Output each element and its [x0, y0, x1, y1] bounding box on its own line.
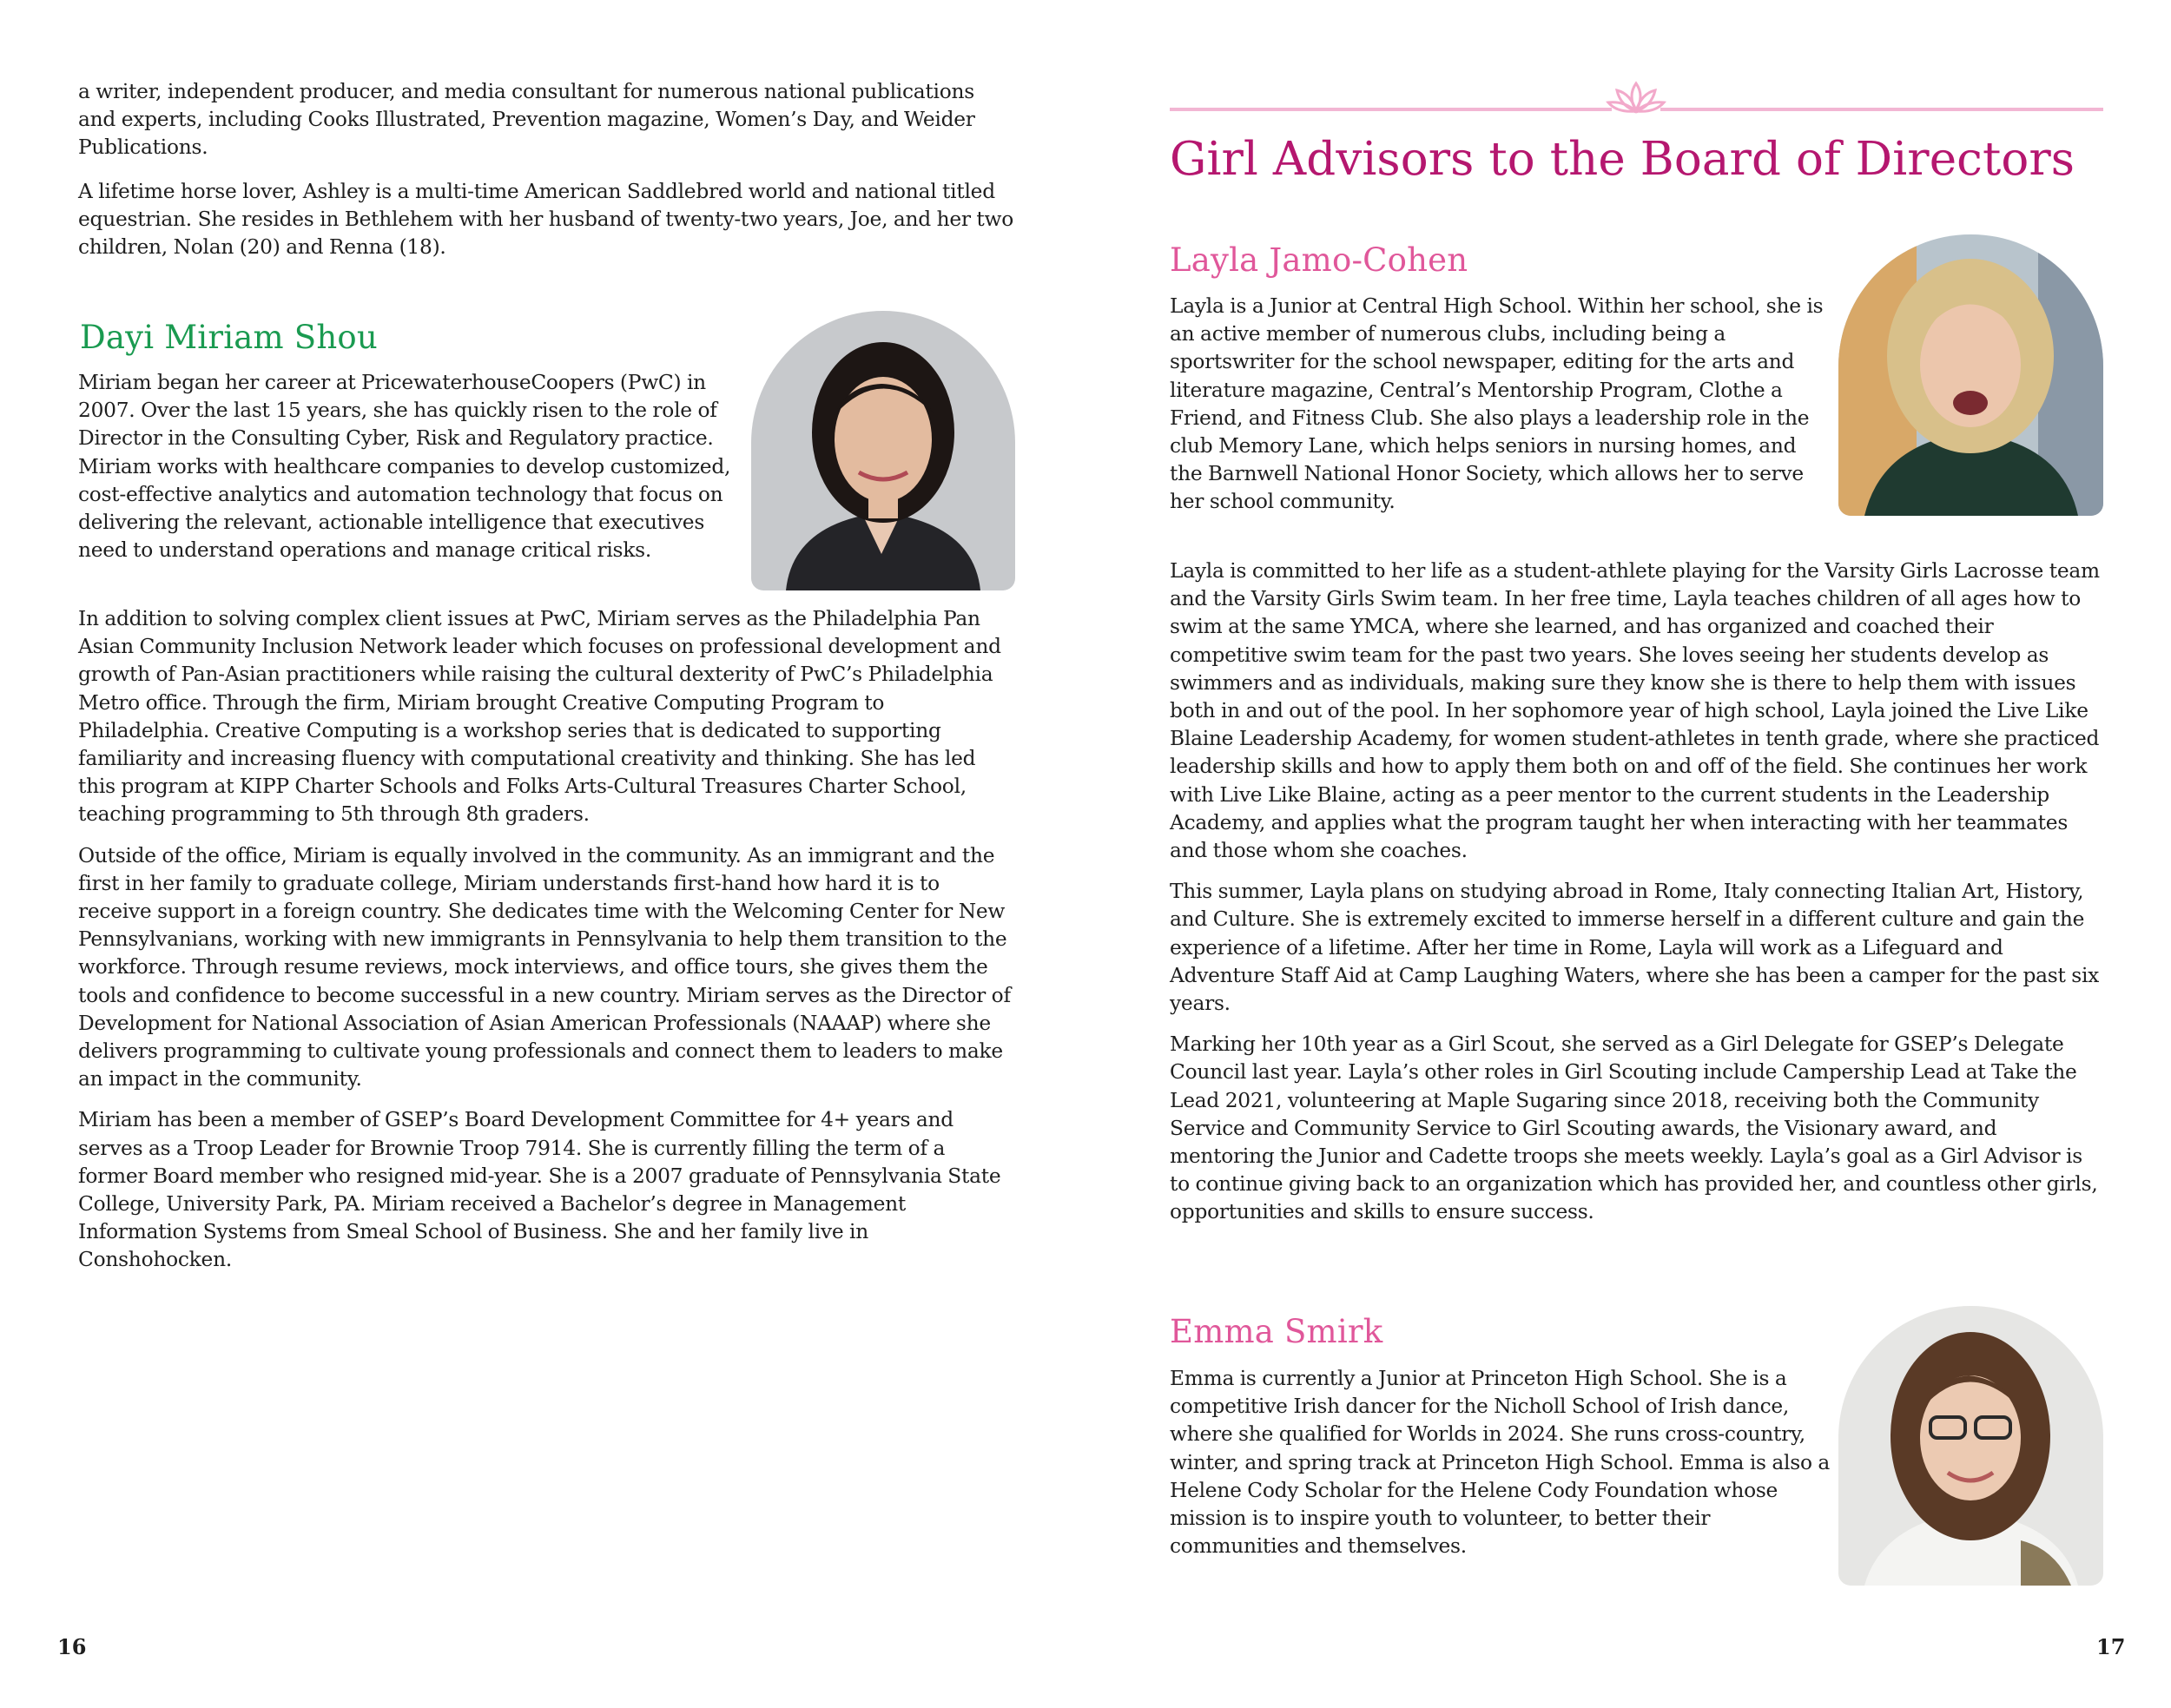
profile-name-emma: Emma Smirk [1170, 1313, 1383, 1350]
section-title: Girl Advisors to the Board of Directors [1170, 133, 2075, 186]
intro-paragraph: a writer, independent producer, and media consultant for numerous national publications and experts, including Cooks Illustrated, Prevention magazine, Women’s Day, and Weider Publications. [78, 80, 975, 160]
profile-paragraph: This summer, Layla plans on studying abroad in Rome, Italy connecting Italian Art, History, and Culture. She is extremely excited to immerse herself in a different culture and gain the experience of a lifetime. After her time in Rome, Layla will work as a Lifeguard and Adventure Staff Aid at Camp Laughing Waters, where she has been a camper for the past six years. [1170, 880, 2100, 1016]
right-page [1170, 0, 2103, 1708]
page-number-right: 17 [2096, 1634, 2126, 1659]
portrait-image [1838, 234, 2103, 516]
profile-text-emma [1170, 1365, 1830, 1573]
portrait-dayi-miriam-shou [751, 311, 1015, 590]
intro-text [78, 78, 1016, 274]
profile-paragraph: In addition to solving complex client issues at PwC, Miriam serves as the Philadelphia Pan Asian Community Inclusion Network leader which focuses on professional development and growth of Pan-Asian practitioners while raising the cultural dexterity of PwC’s Philadelphia Metro office. Through the firm, Miriam brought Creative Computing Program to Philadelphia. Creative Computing is a workshop series that is dedicated to supporting familiarity and increasing fluency with computational creativity and thinking. She has led this program at KIPP Charter Schools and Folks Arts-Cultural Treasures Charter School, teaching programming to 5th through 8th graders. [78, 607, 1001, 827]
profile-paragraph: Marking her 10th year as a Girl Scout, she served as a Girl Delegate for GSEP’s Delegate Council last year. Layla’s other roles in Girl Scouting include Campership Lead at Take the Lead 2021, volunteering at Maple Sugaring since 2018, receiving both the Community Service and Community Service to Girl Scouting awards, the Visionary award, and mentoring the Junior and Cadette troops she meets weekly. Layla’s goal as a Girl Advisor is to continue giving back to an organization which has provided her, and countless other girls, opportunities and skills to ensure success. [1170, 1032, 2098, 1224]
profile-text-dayi-1 [78, 369, 738, 577]
profile-paragraph: Miriam has been a member of GSEP’s Board Development Committee for 4+ years and serves as a Troop Leader for Brownie Troop 7914. She is currently filling the term of a former Board member who resigned mid-year. She is a 2007 graduate of Pennsylvania State College, University Park, PA. Miriam received a Bachelor’s degree in Management Information Systems from Smeal School of Business. She and her family live in Conshohocken. [78, 1108, 1001, 1272]
intro-paragraph: A lifetime horse lover, Ashley is a multi-time American Saddlebred world and national titled equestrian. She resides in Bethlehem with her husband of twenty-two years, Joe, and her two children, Nolan (20) and Renna (18). [78, 179, 1013, 260]
portrait-image [1838, 1306, 2103, 1586]
page-number-left: 16 [57, 1634, 87, 1659]
profile-name-layla: Layla Jamo-Cohen [1170, 241, 1468, 279]
profile-name-dayi: Dayi Miriam Shou [80, 319, 378, 356]
portrait-emma-smirk [1838, 1306, 2103, 1586]
profile-paragraph: Emma is currently a Junior at Princeton High School. She is a competitive Irish dancer for the Nicholl School of Irish dance, where she qualified for Worlds in 2024. She runs cross-country, winter, and spring track at Princeton High School. Emma is also a Helene Cody Scholar for the Helene Cody Foundation whose mission is to inspire youth to volunteer, to better their communities and themselves. [1170, 1367, 1831, 1559]
left-page [78, 0, 1016, 1708]
lotus-icon [1605, 80, 1667, 116]
portrait-layla-jamo-cohen [1838, 234, 2103, 516]
portrait-image [751, 311, 1015, 590]
profile-text-layla-1 [1170, 293, 1830, 530]
profile-text-dayi-2 [78, 605, 1016, 1288]
profile-paragraph: Layla is committed to her life as a student-athlete playing for the Varsity Girls Lacrosse team and the Varsity Girls Swim team. In her free time, Layla teaches children of all ages how to swim at the same YMCA, where she learned, and has organized and coached their competitive swim team for the past two years. She loves seeing her students develop as swimmers and as individuals, making sure they know she is there to help them with issues both in and out of the pool. In her sophomore year of high school, Layla joined the Live Like Blaine Leadership Academy, for women student-athletes in tenth grade, where she practiced leadership skills and how to apply them both on and off of the field. She continues her work with Live Like Blaine, acting as a peer mentor to the current students in the Leadership Academy, and applies what the program taught her when interacting with her teammates and those whom she coaches. [1170, 559, 2100, 863]
profile-paragraph: Layla is a Junior at Central High School. Within her school, she is an active member of numerous clubs, including being a sportswriter for the school newspaper, editing for the arts and literature magazine, Central’s Mentorship Program, Clothe a Friend, and Fitness Club. She also plays a leadership role in the club Memory Lane, which helps seniors in nursing homes, and the Barnwell National Honor Society, which allows her to serve her school community. [1170, 294, 1824, 514]
profile-paragraph: Outside of the office, Miriam is equally involved in the community. As an immigrant and the first in her family to graduate college, Miriam understands first-hand how hard it is to receive support in a foreign country. She dedicates time with the Welcoming Center for New Pennsylvanians, working with new immigrants in Pennsylvania to help them transition to the workforce. Through resume reviews, mock interviews, and office tours, she gives them the tools and confidence to become successful in a new country. Miriam serves as the Director of Development for National Association of Asian American Professionals (NAAAP) where she delivers programming to cultivate young professionals and connect them to leaders to make an impact in the community. [78, 843, 1011, 1091]
profile-text-layla-2 [1170, 557, 2103, 1240]
profile-paragraph: Miriam began her career at PricewaterhouseCoopers (PwC) in 2007. Over the last 15 years, she has quickly risen to the role of Director in the Consulting Cyber, Risk and Regulatory practice. Miriam works with healthcare companies to develop customized, cost-effective analytics and automation technology that focus on delivering the relevant, actionable intelligence that executives need to understand operations and manage critical risks. [78, 371, 731, 563]
